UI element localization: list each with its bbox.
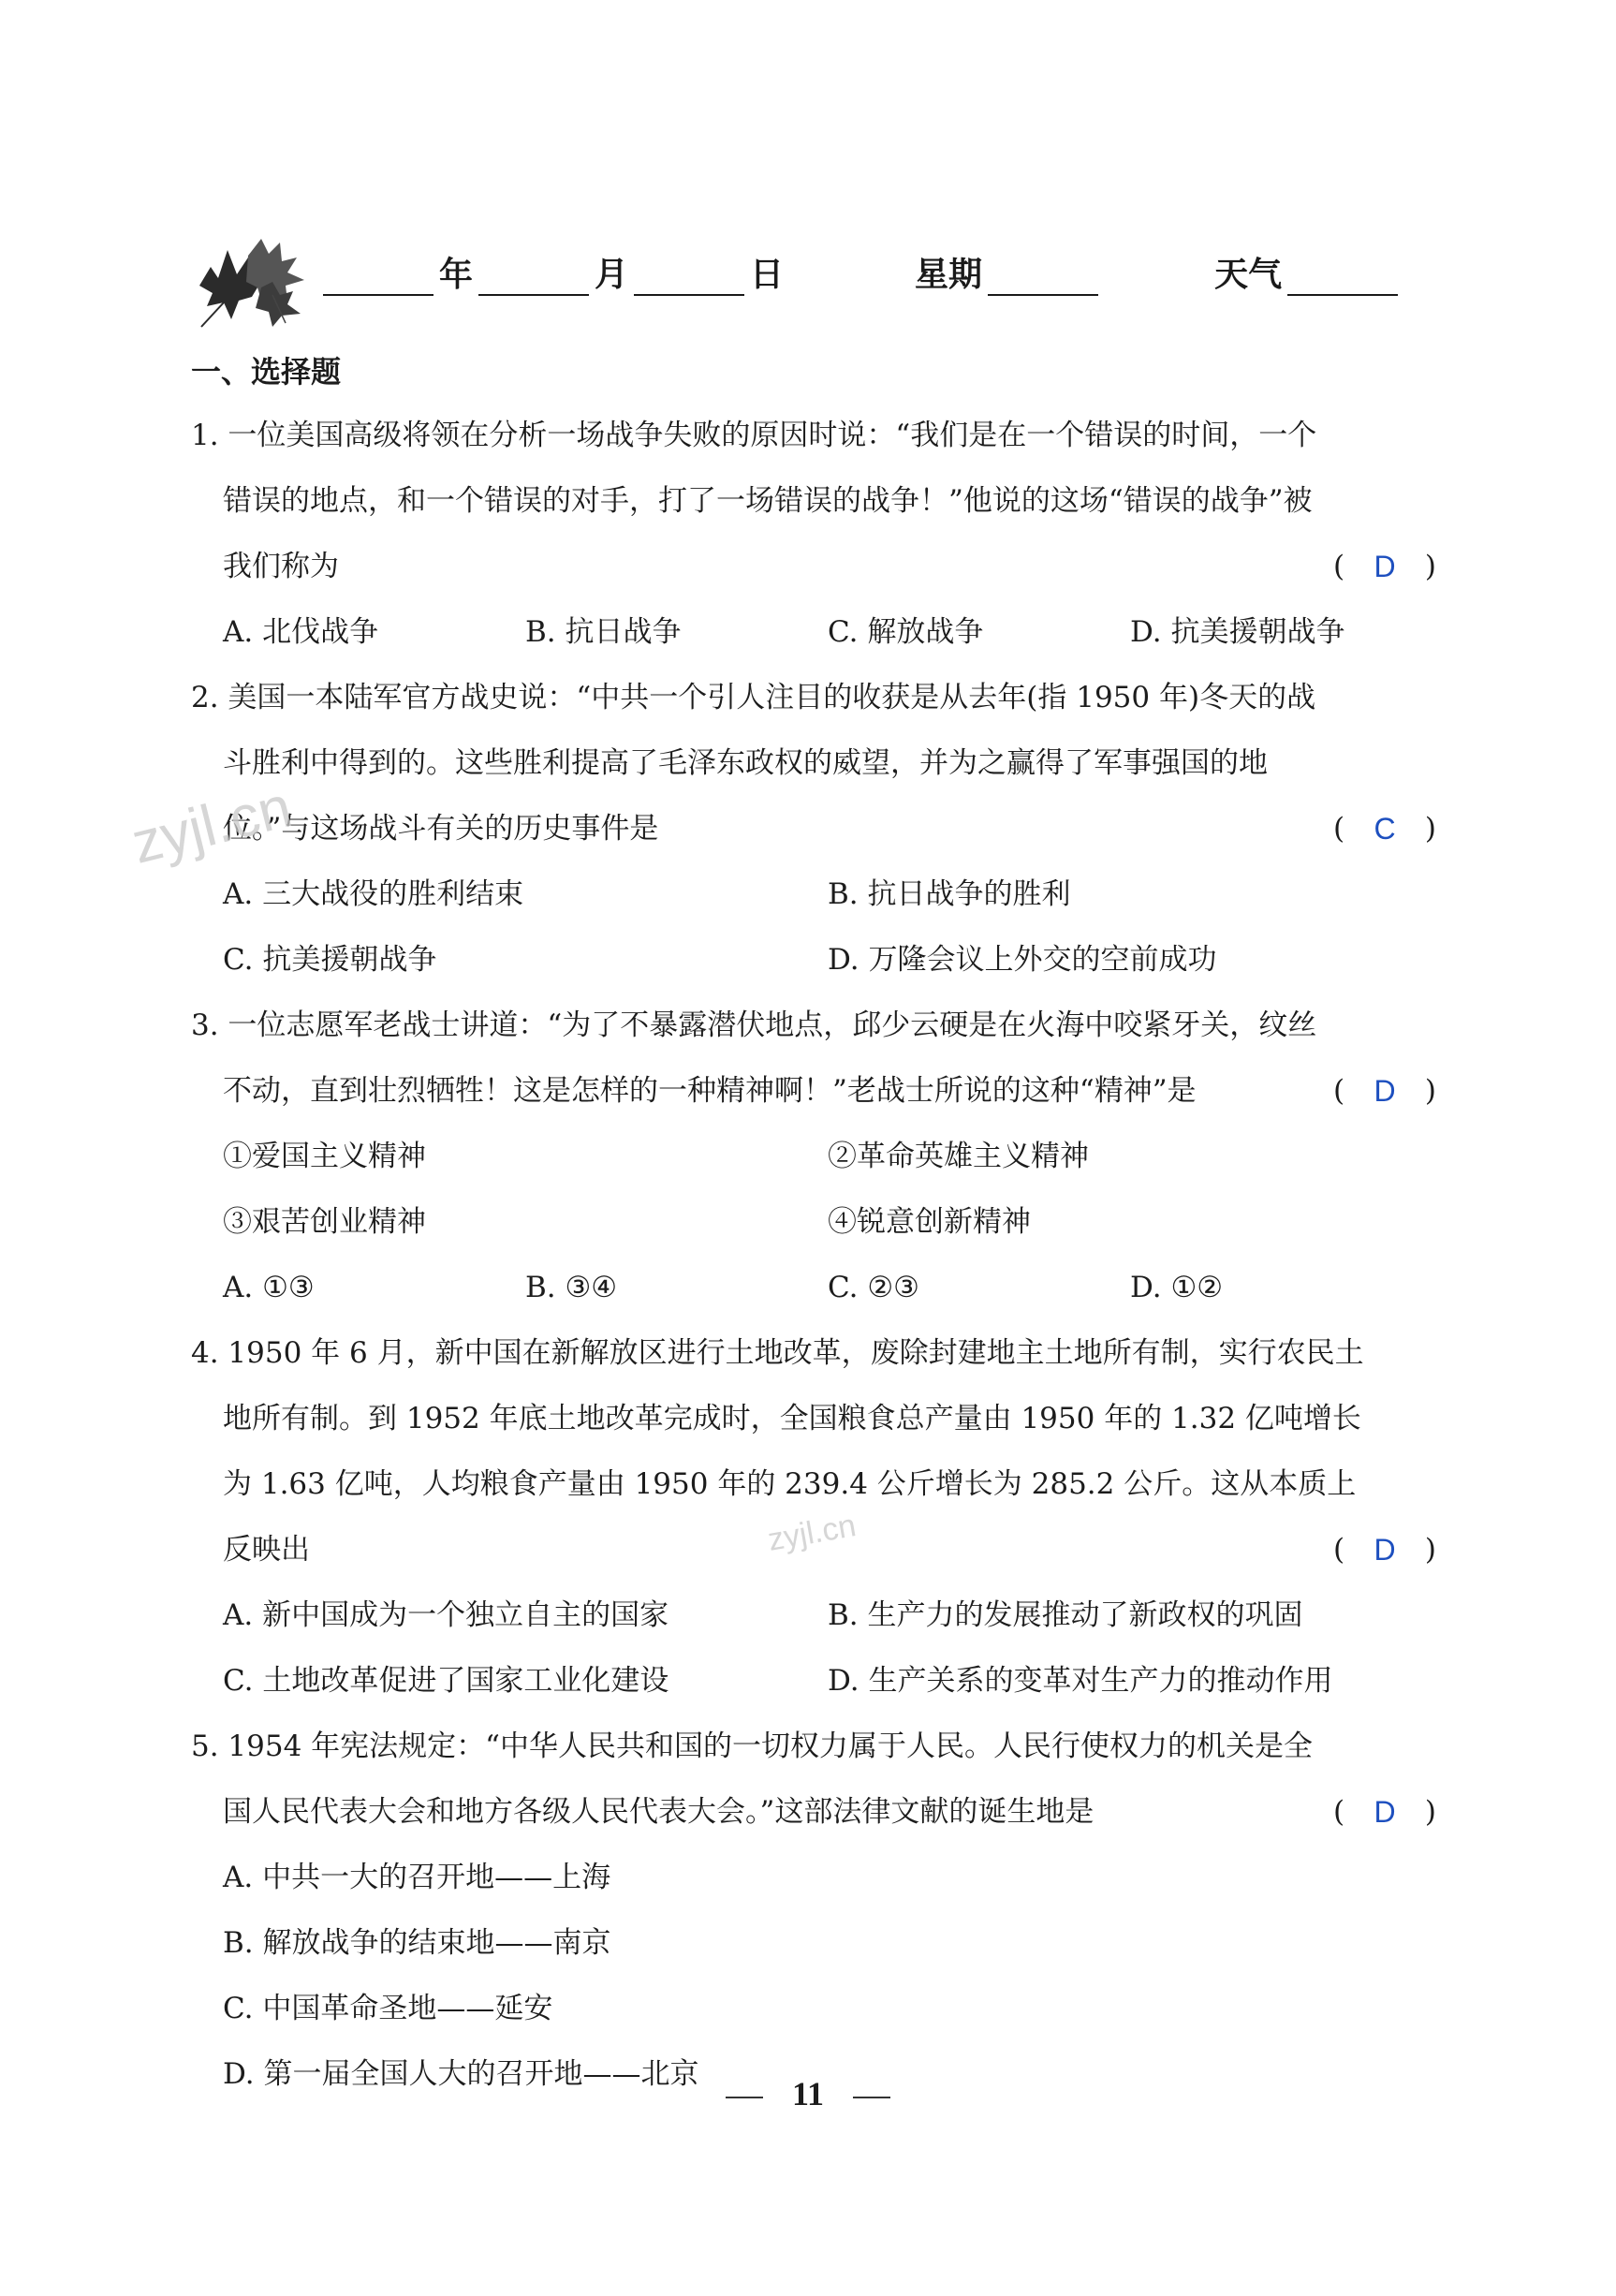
option-a: A. 中共一大的召开地——上海	[223, 1861, 611, 1894]
dash-left	[726, 2097, 763, 2098]
question-line-text: 位。”与这场战斗有关的历史事件是	[223, 812, 659, 846]
question-5	[191, 1714, 1436, 2107]
answer-bracket	[1333, 1779, 1436, 1845]
question-1	[191, 403, 1436, 665]
option-a: A. 北伐战争	[223, 615, 379, 649]
statement-2: ②革命英雄主义精神	[828, 1140, 1089, 1173]
answer-bracket	[1333, 1058, 1436, 1124]
question-2	[191, 665, 1436, 993]
question-line: 2. 美国一本陆军官方战史说：“中共一个引人注目的收获是从去年(指 1950 年)冬天的战	[191, 681, 1316, 714]
week-blank	[988, 257, 1098, 296]
question-line-text: 我们称为	[223, 550, 339, 583]
question-line: 地所有制。到 1952 年底土地改革完成时，全国粮食总产量由 1950 年的 1.32 亿吨增长	[223, 1402, 1361, 1435]
option-d: D. ①②	[1130, 1271, 1224, 1304]
dash-right	[853, 2097, 890, 2098]
option-row	[191, 927, 1436, 993]
weather-label: 天气	[1214, 256, 1283, 294]
option-b: B. 抗日战争的胜利	[828, 877, 1071, 911]
statement-3: ③艰苦创业精神	[223, 1205, 426, 1239]
option-d: D. 生产关系的变革对生产力的推动作用	[828, 1664, 1333, 1698]
statement-1: ①爱国主义精神	[223, 1140, 426, 1173]
option-b: B. 抗日战争	[525, 615, 682, 649]
question-line	[191, 534, 1436, 599]
option-a: A. 三大战役的胜利结束	[223, 877, 524, 911]
question-line: 错误的地点，和一个错误的对手，打了一场错误的战争！”他说的这场“错误的战争”被	[223, 484, 1313, 518]
answer-letter: D	[1374, 1795, 1396, 1829]
option-c: C. 抗美援朝战争	[223, 943, 437, 977]
option-row	[191, 599, 1436, 665]
paren-close: )	[1424, 1074, 1436, 1108]
question-list	[191, 403, 1436, 2107]
question-3	[191, 993, 1436, 1320]
option-a: A. 新中国成为一个独立自主的国家	[223, 1598, 669, 1632]
year-blank	[323, 257, 433, 296]
answer-bracket	[1333, 796, 1436, 861]
statement-row	[191, 1189, 1436, 1255]
answer-letter: D	[1374, 550, 1396, 583]
option-b: B. 解放战争的结束地——南京	[223, 1926, 611, 1960]
page-number: 11	[791, 2075, 824, 2112]
statement-4: ④锐意创新精神	[828, 1205, 1031, 1239]
paren-close: )	[1424, 812, 1436, 846]
date-line	[323, 248, 1398, 296]
paren-open: (	[1333, 812, 1345, 846]
answer-letter: D	[1374, 1074, 1396, 1108]
question-line: 为 1.63 亿吨，人均粮食产量由 1950 年的 239.4 公斤增长为 285.2 公斤。这从本质上	[223, 1467, 1357, 1501]
question-line: 4. 1950 年 6 月，新中国在新解放区进行土地改革，废除封建地主土地所有制，实行农民土	[191, 1336, 1364, 1370]
option-d: D. 抗美援朝战争	[1130, 615, 1345, 649]
paren-open: (	[1333, 1074, 1345, 1108]
question-line: 1. 一位美国高级将领在分析一场战争失败的原因时说：“我们是在一个错误的时间，一个	[191, 419, 1317, 452]
question-line	[191, 1779, 1436, 1845]
answer-letter: D	[1374, 1533, 1396, 1567]
option-c: C. 中国革命圣地——延安	[223, 1992, 553, 2025]
watermark: zyjl.cn	[125, 774, 299, 876]
question-line: 3. 一位志愿军老战士讲道：“为了不暴露潜伏地点，邱少云硬是在火海中咬紧牙关，纹丝	[191, 1008, 1317, 1042]
paren-open: (	[1333, 1533, 1345, 1567]
year-label: 年	[439, 256, 474, 294]
maple-leaf-icon	[183, 229, 323, 332]
watermark: zyjl.cn	[765, 1508, 859, 1558]
option-c: C. 解放战争	[828, 615, 984, 649]
option-row	[191, 1648, 1436, 1714]
paren-open: (	[1333, 1795, 1345, 1829]
question-line-text: 国人民代表大会和地方各级人民代表大会。”这部法律文献的诞生地是	[223, 1795, 1094, 1829]
month-label: 月	[595, 256, 629, 294]
option-row	[191, 1255, 1436, 1320]
question-line: 5. 1954 年宪法规定：“中华人民共和国的一切权力属于人民。人民行使权力的机关是全	[191, 1729, 1314, 1763]
answer-bracket	[1333, 1517, 1436, 1582]
month-blank	[478, 257, 589, 296]
paren-open: (	[1333, 550, 1345, 583]
answer-bracket	[1333, 534, 1436, 599]
option-b: B. ③④	[525, 1271, 618, 1304]
option-c: C. 土地改革促进了国家工业化建设	[223, 1664, 669, 1698]
date-header	[183, 229, 1400, 332]
option-row	[191, 861, 1436, 927]
paren-close: )	[1424, 1533, 1436, 1567]
question-line	[191, 1058, 1436, 1124]
question-line	[191, 796, 1436, 861]
day-label: 日	[750, 256, 785, 294]
question-line-text: 不动，直到壮烈牺牲！这是怎样的一种精神啊！”老战士所说的这种“精神”是	[223, 1074, 1197, 1108]
weather-blank	[1287, 257, 1398, 296]
option-d: D. 万隆会议上外交的空前成功	[828, 943, 1217, 977]
option-d: D. 第一届全国人大的召开地——北京	[223, 2057, 699, 2091]
paren-close: )	[1424, 1795, 1436, 1829]
question-line: 斗胜利中得到的。这些胜利提高了毛泽东政权的威望，并为之赢得了军事强国的地	[223, 746, 1268, 780]
page-number-footer	[0, 2074, 1616, 2113]
option-b: B. 生产力的发展推动了新政权的巩固	[828, 1598, 1303, 1632]
week-label: 星期	[915, 256, 983, 294]
option-list	[191, 1845, 1436, 2107]
day-blank	[634, 257, 744, 296]
paren-close: )	[1424, 550, 1436, 583]
option-row	[191, 1582, 1436, 1648]
answer-letter: C	[1374, 812, 1396, 846]
option-c: C. ②③	[828, 1271, 919, 1304]
question-line-text: 反映出	[223, 1533, 310, 1567]
section-title: 一、选择题	[191, 354, 342, 390]
option-a: A. ①③	[223, 1271, 315, 1304]
statement-row	[191, 1124, 1436, 1189]
